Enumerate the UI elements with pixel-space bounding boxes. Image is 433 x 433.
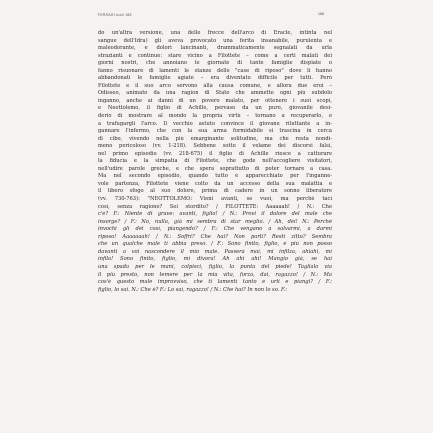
text-line: davanti a voi nascondere il mio male. Passerà mai, mi infilza, ahiahi, mi [98, 248, 332, 255]
text-line: così, senza ragione? Sei stordito? / FILOTTETE: Aaaaaah! / N.: Che [98, 203, 332, 210]
text-line: insorge? / F.: No, nulla, già mi sembra di star meglio. / Ah, dèi! N.: Perché [98, 218, 332, 225]
text-line: meno pericoloso (vv. 1-218). Sebbene sotto il velame dei discorsi falsi, [98, 143, 332, 150]
text-line: infila! Sono finito, figlio, mi divora! Ah ahi ahi! Mangio già, se hai [98, 256, 332, 263]
text-line: e Neottolemo, il figlio di Achille, pervaso da un puro, giovanile desi- [98, 105, 332, 112]
text-line: abbandonati le famiglie agiate – era diventato difficile per tutti. Però [98, 75, 332, 82]
text-line: una spada per le mani, colpisci, figlio, la punta del piede! Taglialo via [98, 263, 332, 270]
text-line: c'è? F.: Niente di grave: avanti, figlio! / N.: Provi il dolore del male che [98, 211, 332, 218]
text-line: cos'è questo male improvviso, che ti lamenti tanto e urli e piangi? / F.: [98, 279, 332, 286]
text-line: gannare l'infermo, che con la sua arma formidabile si trascina in cerca [98, 128, 332, 135]
text-line: a trafugargli l'arco. Il vecchio astuto convince il giovane riluttante a in- [98, 120, 332, 127]
text-line: giorni nostri, che annoiano le giornate di tante famiglie dispiate o [98, 60, 332, 67]
text-line: (vv. 730-763): "NEOTTOLEMO: Vieni avanti, se vuoi, ma perché taci [98, 196, 332, 203]
text-line: nel primo episodio (vv. 218-675) il figlio di Achille riesce a catturare [98, 150, 332, 157]
text-line: nell'udire parole greche, e che spera soprattutto di poter tornare a casa. [98, 165, 332, 172]
text-line: Filottete e il suo arco servono alla causa comune, e allora due eroi – [98, 82, 332, 89]
text-line: la fiducia e la simpatia di Filottete, che gode nell'accogliere visitatori, [98, 158, 332, 165]
text-line: Ma nel secondo episodio, quando tutto è apparecchiato per l'inganne- [98, 173, 332, 180]
text-line: vole partenza, Filottete viene colto da un accesso della sua malattia e [98, 180, 332, 187]
text-line: fanno risuonare di lamenti le stanze delle "case di riposo" dove li hanno [98, 67, 332, 74]
text-line: figlio, lo sai. N.: Che è? F.: Lo sai, ragazzo! / N.: Che hai? In non lo so. F.: [98, 286, 288, 293]
text-line: strazianti e continue: stare vicino a Filottete – come a certi malati dei [98, 52, 332, 59]
text-line: il più presto, non temere per la mia vita, forza, dai, ragazzo! / N.: Ma [98, 271, 332, 278]
page-number: 188 [318, 12, 324, 16]
text-line: do un'altra versione, una delle frecce dell'arco di Eracle, intinta nel [98, 30, 332, 36]
text-line: sangue dell'Idra) gli aveva provocato una ferita insanabile, purulenta e [98, 37, 332, 44]
text-line: riposo! Aaaaaaah! / N.: Soffri? Che hai? Non parli? Resti zitto? Sembra [98, 233, 332, 240]
running-head: FERRARI.indd 188 [98, 13, 132, 17]
text-line: derio di mostrare al mondo la propria virtù – tornano a recuperarlo, e [98, 113, 332, 120]
text-line: il libero sfogo al suo dolore, prima di cadere in un sonno liberatore [98, 188, 332, 195]
text-line: Odisseo, animato da una ragion di Stato che ammette ogni più subdolo [98, 90, 332, 97]
text-line: invochi gli dèi così, piangendo? / F.: Che vengano a salvarmi, a darmi [98, 226, 332, 233]
text-line: di cibo, vivendo nella più emarginante solitudine, ma che resta nondi- [98, 135, 332, 142]
body-text [98, 30, 332, 420]
text-line: maleodorante, e dolori lancinanti, drammaticamente segnalati da urla [98, 45, 332, 52]
text-line: inganno, anche ai danni di un povero malato, per ottenere i suoi scopi, [98, 97, 332, 104]
text-line: che un qualche male ti abbia preso. / F.: Sono finito, figlio, e più non posso [98, 241, 332, 248]
